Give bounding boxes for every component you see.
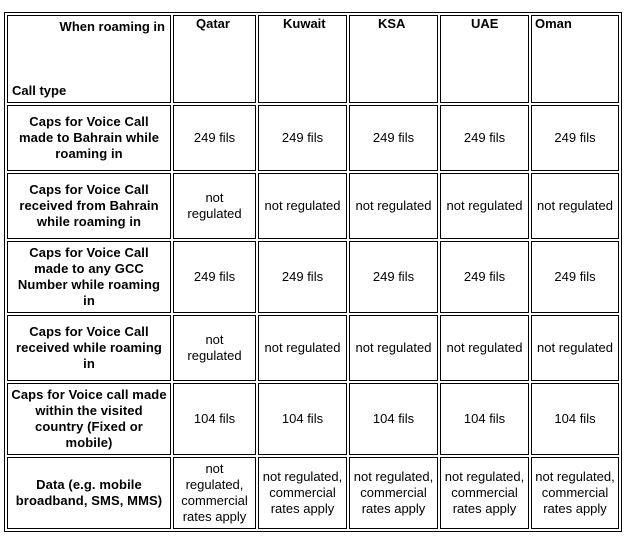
row-label: Caps for Voice Call received while roaming in	[7, 315, 171, 381]
table-cell: not regulated, commercial rates apply	[531, 457, 619, 529]
roaming-in-label: When roaming in	[59, 19, 165, 34]
country-header-ksa: KSA	[349, 15, 438, 103]
table-cell: not regulated	[531, 315, 619, 381]
table-cell: 249 fils	[173, 105, 256, 171]
table-cell: 104 fils	[531, 383, 619, 455]
table-cell: not regulated, commercial rates apply	[349, 457, 438, 529]
table-row	[7, 315, 619, 381]
table-cell: not regulated	[349, 173, 438, 239]
row-label: Data (e.g. mobile broadband, SMS, MMS)	[7, 457, 171, 529]
table-cell: 249 fils	[173, 241, 256, 313]
table-cell: 104 fils	[173, 383, 256, 455]
row-label: Caps for Voice Call made to any GCC Number while roaming in	[7, 241, 171, 313]
country-header-kuwait: Kuwait	[258, 15, 347, 103]
table-cell: 249 fils	[531, 241, 619, 313]
table-cell: not regulated	[258, 315, 347, 381]
roaming-caps-table	[4, 12, 622, 532]
table-cell: 249 fils	[258, 241, 347, 313]
table-cell: 104 fils	[440, 383, 529, 455]
table-cell: 249 fils	[531, 105, 619, 171]
table-cell: not regulated	[440, 173, 529, 239]
country-header-qatar: Qatar	[173, 15, 256, 103]
country-header-oman: Oman	[531, 15, 619, 103]
row-label: Caps for Voice call made within the visited country (Fixed or mobile)	[7, 383, 171, 455]
table-cell: not regulated, commercial rates apply	[258, 457, 347, 529]
table-row	[7, 241, 619, 313]
table-cell: not regulated	[440, 315, 529, 381]
corner-header-cell	[7, 15, 171, 103]
table-row	[7, 457, 619, 529]
table-cell: not regulated	[258, 173, 347, 239]
table-cell: not regulated	[173, 315, 256, 381]
table-cell: not regulated	[173, 173, 256, 239]
table-cell: 249 fils	[440, 241, 529, 313]
table-row	[7, 383, 619, 455]
table-cell: 104 fils	[349, 383, 438, 455]
row-label: Caps for Voice Call made to Bahrain while roaming in	[7, 105, 171, 171]
table-cell: not regulated	[349, 315, 438, 381]
country-header-uae: UAE	[440, 15, 529, 103]
table-row	[7, 105, 619, 171]
table-cell: 104 fils	[258, 383, 347, 455]
table-cell: 249 fils	[349, 241, 438, 313]
table-row	[7, 173, 619, 239]
call-type-label: Call type	[12, 83, 67, 98]
row-label: Caps for Voice Call received from Bahrain while roaming in	[7, 173, 171, 239]
table-cell: 249 fils	[440, 105, 529, 171]
table-cell: 249 fils	[258, 105, 347, 171]
table-cell: 249 fils	[349, 105, 438, 171]
table-cell: not regulated, commercial rates apply	[173, 457, 256, 529]
header-row	[7, 15, 619, 103]
table-cell: not regulated	[531, 173, 619, 239]
table-cell: not regulated, commercial rates apply	[440, 457, 529, 529]
